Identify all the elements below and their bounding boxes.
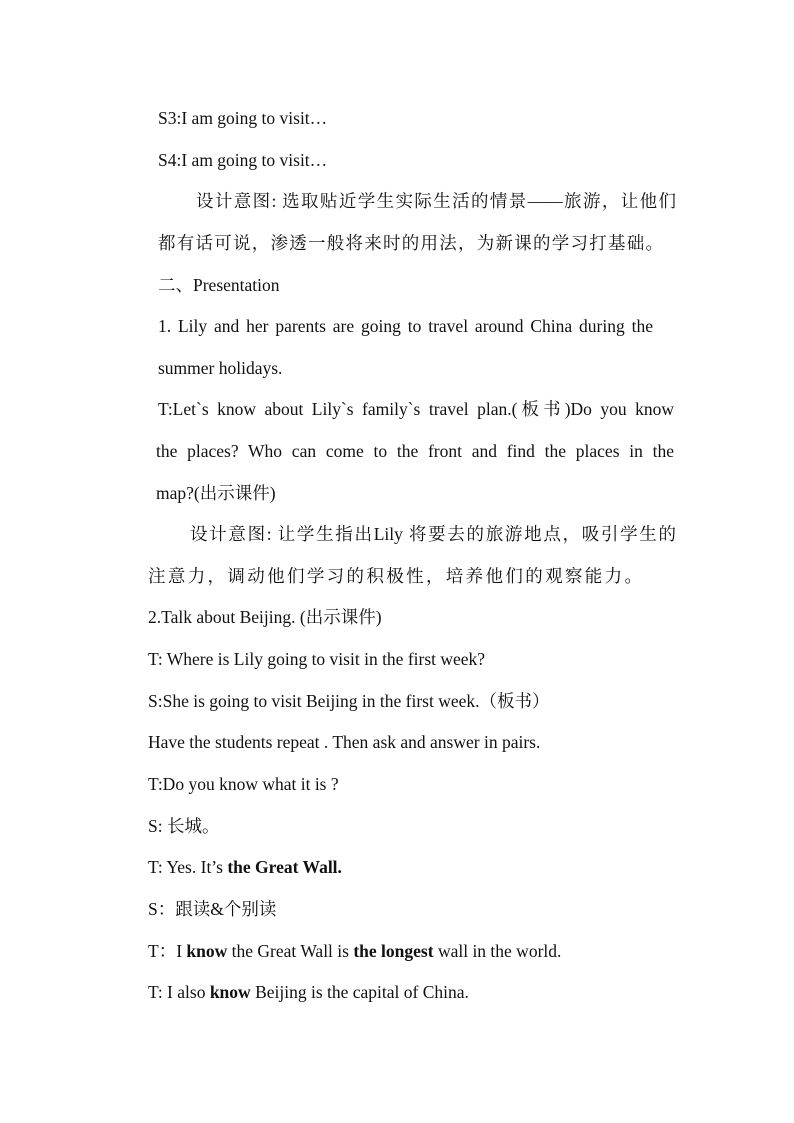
teacher-line-yes-prefix: T: Yes. It’s — [148, 857, 228, 877]
teacher-question-2: T:Do you know what it is ? — [148, 774, 339, 794]
teacher-line-also-know — [148, 980, 469, 1004]
teacher-line-know-middle: the Great Wall is — [227, 941, 354, 961]
teacher-line-know-prefix: T：I — [148, 941, 187, 961]
student-follow-read: S：跟读&个别读 — [148, 899, 277, 919]
teacher-line-1-b: the places? Who can come to the front and find the places in the — [156, 441, 674, 461]
teacher-line-yes — [148, 855, 342, 879]
teacher-question-1: T: Where is Lily going to visit in the first week? — [148, 649, 486, 669]
student-answer-2: S: 长城。 — [148, 816, 220, 836]
design-intent-1-line-2: 都有话可说，渗透一般将来时的用法，为新课的学习打基础。 — [158, 233, 663, 253]
design-intent-1-line-1: 设计意图: 选取贴近学生实际生活的情景——旅游，让他们 — [196, 191, 676, 211]
section-heading-presentation: 二、Presentation — [158, 275, 280, 295]
dialogue-line-s3: S3:I am going to visit… — [158, 108, 328, 128]
teacher-line-also-suffix: Beijing is the capital of China. — [250, 982, 469, 1002]
the-longest-bold: the longest — [353, 941, 434, 961]
teacher-line-1-c: map?(出示课件) — [156, 483, 276, 503]
paragraph-1-line-2: summer holidays. — [158, 358, 283, 378]
talk-about-beijing: 2.Talk about Beijing. (出示课件) — [148, 607, 382, 627]
teacher-line-also-prefix: T: I also — [148, 982, 210, 1002]
student-answer-1: S:She is going to visit Beijing in the first week.（板书） — [148, 691, 550, 711]
teacher-line-know-suffix: wall in the world. — [433, 941, 562, 961]
instruction-repeat: Have the students repeat . Then ask and answer in pairs. — [148, 732, 541, 752]
dialogue-line-s4: S4:I am going to visit… — [158, 150, 328, 170]
teacher-line-know — [148, 939, 561, 963]
also-know-bold: know — [209, 982, 251, 1002]
great-wall-bold: the Great Wall. — [227, 857, 342, 877]
know-bold: know — [186, 941, 228, 961]
design-intent-2-line-1: 设计意图: 让学生指出Lily 将要去的旅游地点，吸引学生的 — [190, 524, 676, 544]
design-intent-2-line-2: 注意力，调动他们学习的积极性，培养他们的观察能力。 — [148, 566, 642, 586]
paragraph-1-line-1: 1. Lily and her parents are going to travel around China during the — [158, 316, 653, 336]
teacher-line-1-a: T:Let`s know about Lily`s family`s travel plan.(板书)Do you know — [158, 399, 674, 419]
